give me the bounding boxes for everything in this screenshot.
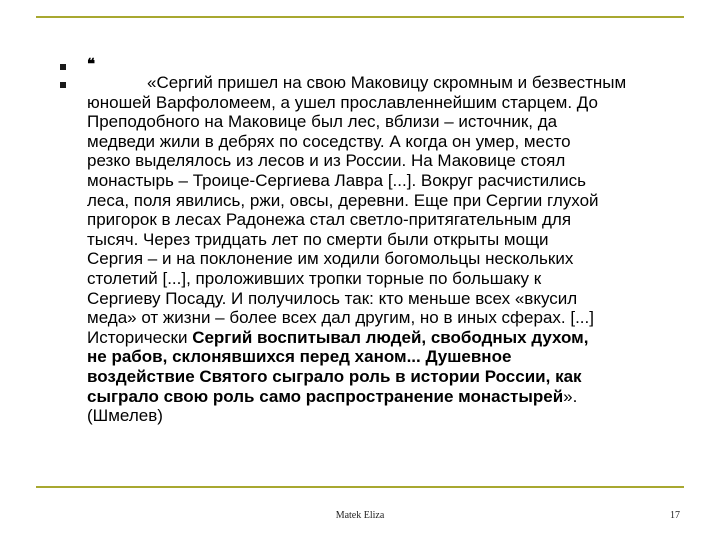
text-emphasis: Сергий воспитывал людей, свободных духом, xyxy=(192,327,589,347)
footer-author: Matek Eliza xyxy=(335,510,385,521)
text-line-bold xyxy=(87,367,701,387)
quote-mark-icon: ❝ xyxy=(87,55,96,73)
top-rule xyxy=(36,16,684,18)
text-line: Преподобного на Маковице был лес, вблизи – источник, да xyxy=(87,112,558,132)
text-line-mixed xyxy=(87,328,701,348)
text-line: Сергия – и на поклонение им ходили богомольцы нескольких xyxy=(87,249,574,269)
text-plain: Исторически xyxy=(87,327,193,347)
text-line: пригорок в лесах Радонежа стал светло-притягательным для xyxy=(87,210,572,230)
text-emphasis: не рабов, склонявшихся перед ханом... Душевное xyxy=(87,347,512,367)
quote-paragraph xyxy=(87,73,701,426)
text-line: леса, поля явились, ржи, овсы, деревни. Еще при Сергии глухой xyxy=(87,190,599,210)
text-line-mixed xyxy=(87,387,701,407)
bottom-rule xyxy=(36,486,684,488)
bullet-square-icon xyxy=(60,64,66,70)
bullet-square-icon xyxy=(60,82,66,88)
text-line: столетий [...], проложивших тропки торные по большаку к xyxy=(87,268,542,288)
text-line: юношей Варфоломеем, а ушел прославленнейшим старцем. До xyxy=(87,92,598,112)
text-line: меда» от жизни – более всех дал другим, но в иных сферах. [...] xyxy=(87,308,594,328)
text-line: медведи жили в дебрях по соседству. А когда он умер, место xyxy=(87,131,571,151)
text-line: «Сергий пришел на свою Маковицу скромным и безвестным xyxy=(147,73,627,92)
text-emphasis: воздействие Святого сыграло роль в истории России, как xyxy=(87,366,582,386)
page-number: 17 xyxy=(670,510,680,521)
text-line-bold xyxy=(87,347,701,367)
text-plain: ». xyxy=(563,386,578,406)
text-line: тысяч. Через тридцать лет по смерти были открыты мощи xyxy=(87,229,549,249)
text-line: Сергиеву Посаду. И получилось так: кто меньше всех «вкусил xyxy=(87,288,578,308)
text-line: монастырь – Троице-Сергиева Лавра [...]. Вокруг расчистились xyxy=(87,170,586,190)
quote-attribution: (Шмелев) xyxy=(87,406,163,426)
text-emphasis: сыграло свою роль само распространение монастырей xyxy=(87,386,564,406)
text-line: резко выделялось из лесов и из России. На Маковице стоял xyxy=(87,151,566,171)
